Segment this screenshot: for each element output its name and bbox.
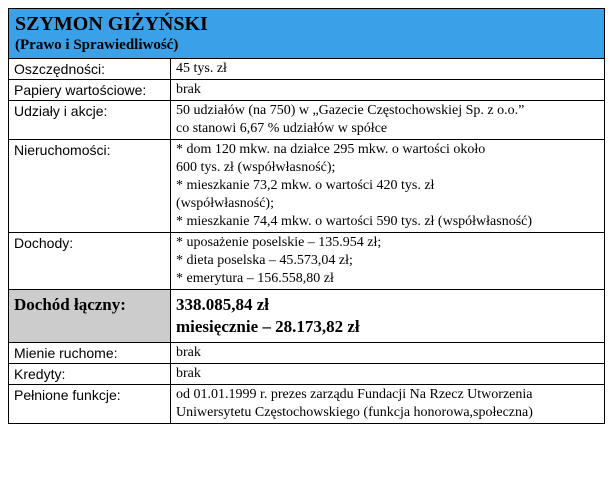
person-name: SZYMON GIŻYŃSKI	[15, 13, 208, 35]
value-line: 45 tys. zł	[176, 61, 227, 76]
value-total	[171, 290, 605, 343]
value-line: brak	[176, 82, 201, 97]
value-line: * dieta poselska – 45.573,04 zł;	[176, 253, 353, 268]
value-line: 50 udziałów (na 750) w „Gazecie Częstochowskiej Sp. z o.o.”	[176, 103, 525, 118]
label-property: Nieruchomości:	[9, 140, 171, 233]
value-line: 600 tys. zł (współwłasność);	[176, 160, 336, 175]
row-credits	[9, 364, 604, 385]
label-securities: Papiery wartościowe:	[9, 80, 171, 101]
value-line: * uposażenie poselskie – 135.954 zł;	[176, 235, 382, 250]
value-movables	[171, 343, 605, 364]
value-line: * dom 120 mkw. na działce 295 mkw. o wartości około	[176, 142, 486, 157]
value-line: co stanowi 6,67 % udziałów w spółce	[176, 121, 388, 136]
value-line: * mieszkanie 73,2 mkw. o wartości 420 tys. zł	[176, 178, 435, 193]
value-line: * mieszkanie 74,4 mkw. o wartości 590 tys. zł (współwłasność)	[176, 214, 533, 229]
value-functions	[171, 385, 605, 424]
value-property	[171, 140, 605, 233]
value-line: brak	[176, 345, 201, 360]
value-line: 338.085,84 zł	[176, 295, 270, 314]
row-securities	[9, 80, 604, 101]
label-shares: Udziały i akcje:	[9, 101, 171, 140]
value-line: * emerytura – 156.558,80 zł	[176, 271, 334, 286]
value-income	[171, 233, 605, 290]
value-shares	[171, 101, 605, 140]
label-income: Dochody:	[9, 233, 171, 290]
value-line: Uniwersytetu Częstochowskiego (funkcja honorowa,społeczna)	[176, 405, 533, 420]
value-savings	[171, 59, 605, 80]
row-shares	[9, 101, 604, 140]
row-income	[9, 233, 604, 290]
value-line: (współwłasność);	[176, 196, 274, 211]
row-property	[9, 140, 604, 233]
assets-table	[9, 59, 604, 423]
party-name: (Prawo i Sprawiedliwość)	[15, 37, 179, 53]
value-line: brak	[176, 366, 201, 381]
header-banner	[9, 9, 604, 59]
label-movables: Mienie ruchome:	[9, 343, 171, 364]
row-total	[9, 290, 604, 343]
label-credits: Kredyty:	[9, 364, 171, 385]
label-functions: Pełnione funkcje:	[9, 385, 171, 424]
label-savings: Oszczędności:	[9, 59, 171, 80]
label-total: Dochód łączny:	[9, 290, 171, 343]
row-savings	[9, 59, 604, 80]
row-movables	[9, 343, 604, 364]
value-line: od 01.01.1999 r. prezes zarządu Fundacji Na Rzecz Utworzenia	[176, 387, 533, 402]
declaration-card	[8, 8, 605, 424]
row-functions	[9, 385, 604, 424]
value-line: miesięcznie – 28.173,82 zł	[176, 317, 360, 336]
value-credits	[171, 364, 605, 385]
value-securities	[171, 80, 605, 101]
